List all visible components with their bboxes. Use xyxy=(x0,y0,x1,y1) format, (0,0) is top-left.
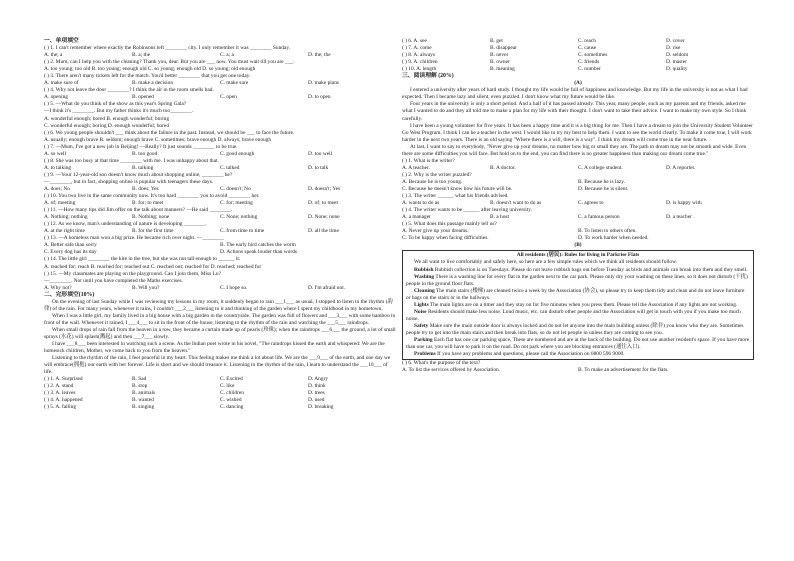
option-text: B. Sad xyxy=(132,376,147,383)
option-text: D. rise xyxy=(666,45,681,52)
option-text: C. A college student. xyxy=(578,164,623,171)
notice-rule-text: The main stairs (楼梯) are cleaned twice a week by the Association (协会), so please try to keep them tidy and clean and do not leave furniture or bags on the stairs or in the hallways. xyxy=(406,287,745,301)
options-row xyxy=(402,214,754,221)
option-text: B. meaning xyxy=(490,66,515,73)
right-column xyxy=(402,38,754,374)
option-text: B. get xyxy=(490,38,503,44)
option-text: D. Actions speak louder than words xyxy=(220,249,297,256)
option-text: D. all the time xyxy=(308,228,339,235)
option-text: A. at the right time xyxy=(44,228,85,235)
option-text: A. Better safe than sorry xyxy=(44,242,97,249)
question-line: ( ) 2. Mum, can I help you with the cleaning? Thank you, dear. But you are ___ now. You must wait till you are ___. xyxy=(44,59,295,66)
option-text: ( ) 6. A. see xyxy=(402,38,427,44)
notice-rule-heading: Parking xyxy=(414,336,433,343)
notice-paragraph xyxy=(406,274,750,288)
option-text: B. never xyxy=(490,52,509,59)
options-row xyxy=(44,249,396,256)
question-line: ( ) 1. I can't remember where exactly the Robinsons left ________ city. I only remember it was ________ Sunday. xyxy=(44,45,291,52)
option-text: A. does; No xyxy=(44,185,70,192)
left-column xyxy=(44,38,396,411)
notice-rule-heading: Cleaning xyxy=(414,287,435,294)
question-line: ( ) 15. —My classmates are playing on the playground. Can I join them, Miss Lu? xyxy=(44,270,221,277)
option-text: ( ) 8. A. always xyxy=(402,52,435,59)
option-text: ( ) 10. A. length xyxy=(402,66,437,73)
option-text: D. to open xyxy=(308,94,331,101)
option-text: B. To make an advertisement for the flats. xyxy=(578,367,669,374)
options-row xyxy=(44,214,396,221)
notice-rule-text: Rubbish collection is on Tuesdays. Please do not leave rubbish bags out before Tuesday as birds and animals can break into them and they smell. xyxy=(434,266,748,273)
option-text: ( ) 2. A. stand xyxy=(44,383,74,390)
option-text: B. talking xyxy=(132,164,154,171)
option-text: A. a manager xyxy=(402,214,431,221)
options-row xyxy=(402,200,754,207)
option-text: B. A doctor. xyxy=(490,164,516,171)
notice-paragraph xyxy=(406,259,750,266)
notice-title: All residents (居民): Rules for living in Parkrise Flats xyxy=(516,252,640,259)
question-line: ( ) 4. Why not leave the door ________? I think the air in the room smells bad. xyxy=(44,87,214,94)
question-line: ( ) 9. —Your 12-year-old son doesn't know much about shopping online, ________ he? xyxy=(44,171,233,178)
option-text: C. open xyxy=(220,94,237,101)
option-text: B. The early bird catches the worm xyxy=(220,242,296,249)
option-text: C. friends xyxy=(578,59,600,66)
options-row xyxy=(402,45,754,52)
section-heading: 二、完形填空(10%) xyxy=(44,291,95,298)
options-row xyxy=(44,151,396,158)
option-text: B. for; to meet xyxy=(132,200,164,207)
option-text: D. of; to meet xyxy=(308,200,338,207)
option-text: ( ) 9. A. children xyxy=(402,59,438,66)
passage-paragraph: When small drops of rain fall from the heaven in a row, they became a curtain made up of pearls (珍珠); when the raindrops ___6___ the ground, a lot of small sprays (水花) will splash(溅起) and then ___7___ slowly. xyxy=(44,326,396,340)
question-line: ( ) 5. —What do you think of the show as this year's Spring Gala? xyxy=(44,101,187,108)
notice-paragraph xyxy=(406,323,750,337)
options-row xyxy=(44,376,396,383)
option-text: A. Why not? xyxy=(44,284,72,291)
options-row xyxy=(44,242,396,249)
option-text: D. Because he is silent. xyxy=(578,185,629,192)
question-line: A. reached for; reach B. reached for; reached out C. reached out; reached for D. reached; reached for xyxy=(44,263,262,270)
options-row xyxy=(44,397,396,404)
question-line: ( ) 12. As we know, man's understanding of nature is developing ________. xyxy=(44,221,207,228)
question-line: ( ) 6. We young people shouldn't ___ think about the failure in the past. Instead, we should be ___ to face the future. xyxy=(44,129,295,136)
option-text: A. Nothing; nothing xyxy=(44,214,88,221)
question-line: —________, but in fact, shopping online is popular with teenagers these days. xyxy=(44,178,214,185)
options-row xyxy=(44,186,396,193)
option-text: D. Angry xyxy=(308,376,329,383)
question-line: ( ) 4. The writer wants to be ______ after leaving university. xyxy=(402,207,532,214)
option-text: D. used xyxy=(308,397,325,404)
option-text: D. None; none xyxy=(308,214,340,221)
option-text: D. is happy with xyxy=(666,200,702,207)
option-text: C. cause xyxy=(578,45,597,52)
option-text: B. does; Yes xyxy=(132,185,159,192)
question-line: A. wonderful enough; bored B. enough wonderful; boring xyxy=(44,115,170,122)
option-text: ( ) 1. A. Surprised xyxy=(44,376,83,383)
option-text: C. talked xyxy=(220,164,240,171)
notice-rule-heading: Rubbish xyxy=(414,266,434,273)
options-row xyxy=(402,165,754,172)
question-line: ( ) 14. The little girl ________ the kite in the tree, but she was not tall enough to ______ it. xyxy=(44,256,241,263)
option-text: ( ) 3. A. leaves xyxy=(44,390,76,397)
notice-rule-text: We all want to live comfortably and safely here, so here are a few simple rules which we think all residents should follow. xyxy=(414,259,677,266)
option-text: C. wished xyxy=(220,397,242,404)
notice-rule-heading: Problems xyxy=(414,351,436,358)
notice-rule-text: There is a washing line for every flat in the garden next to the car park. Please only dry your washing on these lines, so it does not disturb (干扰) people in the ground floor flats. xyxy=(406,273,748,287)
option-text: B. make a decision xyxy=(132,80,174,87)
question-line: ( ) 13. —A homeless man won a big prize. He became rich over night. —________ xyxy=(44,235,224,242)
option-text: D. A reporter. xyxy=(666,164,696,171)
question-line: ( ) 10. You two live in the same community now. It's too hard ________ you to avoid ________ her. xyxy=(44,193,260,200)
notice-paragraph xyxy=(406,337,750,351)
option-text: ( ) 5. A. falling xyxy=(44,404,77,411)
options-row xyxy=(44,165,396,172)
notice-paragraph xyxy=(406,302,750,309)
option-text: D. I'm afraid not. xyxy=(308,284,346,291)
passage-paragraph: Listening to the rhythm of the rain, I feel peaceful in my heart. This feeling makes me think a lot about life. We are the ___9___ of the earth, and one day we will embrace(拥抱) our earth with her forever. Life is short and we should treasure it. Listening to the rhythm of the rain, I learn to understand the ___10___ of life. xyxy=(44,355,391,376)
options-row xyxy=(44,383,396,390)
passage-paragraph: On the evening of last Sunday while I was reviewing my lessons in my room, it suddenly began to rain ___1___ as usual, I stopped to listen to the rhythm (韵律) of the rain. For many years, whenever it rains, I couldn't ___2___ listening to it and thinking of the garden where I spent my childhood in my hometown. xyxy=(44,298,393,312)
question-line: A. too young; too old B. too young; enough old C. so young; enough old D. so young; old enough xyxy=(44,66,256,73)
option-text: A. opening xyxy=(44,94,68,101)
option-text: A. to talking xyxy=(44,164,72,171)
option-text: C. Every dog has its day xyxy=(44,249,97,256)
notice-paragraph xyxy=(406,288,750,302)
option-text: C. like xyxy=(220,383,235,390)
options-row xyxy=(402,59,754,66)
passage-paragraph: I have ___8___ been interested in watching such a scene. As the Indian poet wrote in his novel, "The raindrops kissed the earth and whispered: We are the homesick children, Mother, we come back to you from the heaven." xyxy=(44,341,385,355)
option-text: D. doesn't; Yes xyxy=(308,185,341,192)
option-text: C. sometimes xyxy=(578,52,608,59)
option-text: B. Will you? xyxy=(132,284,160,291)
passage-paragraph: Four years in the university is only a short period. And a half of it has passed already. This year, many people, such as my parents and my friends, asked me what I wanted to do and they all told me to make a plan for my life with their thought. I don't want to take their advice. I want to make my own style. So I think carefully. xyxy=(402,101,747,122)
notice-paragraph xyxy=(406,351,750,358)
options-row xyxy=(402,66,754,73)
section-heading: 三、阅读理解 (20%) xyxy=(402,73,454,80)
passage-paragraph: I have been a young volunteer for five years. It has been a happy time and it is a big thing for me. Then I have a dream to join the University Student Volunteer Go West Program. I think I can be a teacher in the west. I would like to try my best to help them. I want to see the world clearly. To make it come true, I will work harder in the next two years. There is an old saying "Where there is a will, there is a way". I think my dream will come true in the near future. xyxy=(402,122,753,143)
option-text: A. To list the services offered by Association. xyxy=(402,367,501,374)
notice-rule-text: Residents should make less noise. Loud music, etc. can disturb other people and the Association will get in touch with you if you make too much noise. xyxy=(406,308,741,322)
notice-paragraph xyxy=(406,267,750,274)
option-text: B. singing xyxy=(132,404,155,411)
option-text: C. number xyxy=(578,66,601,73)
passage-paragraph: At last, I want to say to everybody, "Never give up your dreams, no matter how big or small they are. The path to dream may not be smooth and wide. Even there are some difficulties you will face. But hold on to the end, you can find there is no greater happiness than making our dream come true." xyxy=(402,143,747,157)
option-text: B. Nothing; none xyxy=(132,214,170,221)
options-row xyxy=(44,285,396,292)
passage-paragraph: I entered a university after years of hard study. I thought my life would be full of happiness and knowledge. But my life in the university is not as what I had expected. Then I became lazy and silent, even puzzled. I don't know what my future would be like. xyxy=(402,87,748,101)
question-line: —________. Not until you have completed the Maths exercises. xyxy=(44,277,183,284)
question-line: —I think it's ________. But my father thinks it's much too________. xyxy=(44,108,193,115)
question-line: A. usually; enough brave B. seldom; enough brave C. sometimes; brave enough D. always; brave enough xyxy=(44,136,272,143)
option-text: C. a; a xyxy=(220,52,234,59)
option-text: B. wanted xyxy=(132,397,154,404)
notice-rule-heading: Lights xyxy=(414,301,429,308)
option-text: D. a teacher xyxy=(666,214,692,221)
option-text: C. Excited xyxy=(220,376,243,383)
question-line: ( ) 8. She was too busy at that time ________ with me. I was unhappy about that. xyxy=(44,157,219,164)
options-row xyxy=(402,367,754,374)
option-text: C. dancing xyxy=(220,404,244,411)
notice-rule-heading: Noise xyxy=(414,308,427,315)
notice-rule-text: Make sure the main outside door is always locked and do not let anyone into the main building unless (除非) you know who they are. Sometimes people try to get into the main stairs and then break into flats, so do not let people in unless they are coming to see you. xyxy=(406,322,744,336)
option-text: C. agrees to xyxy=(578,200,604,207)
option-text: C. for; meeting xyxy=(220,200,253,207)
option-text: B. for the first time xyxy=(132,228,174,235)
option-text: B. Because he is lazy. xyxy=(578,178,625,185)
option-text: C. Because he doesn't know how his future will be. xyxy=(402,185,513,192)
options-row xyxy=(44,200,396,207)
options-row xyxy=(44,228,396,235)
section-heading: 一、单项填空 xyxy=(44,38,79,44)
options-row xyxy=(402,186,754,193)
option-text: B. disappear xyxy=(490,45,517,52)
question-line: ( ) 7. —Mum, I've got a new job in Beijing! —Really? It just sounds ________ to be true. xyxy=(44,143,238,150)
option-text: D. make plans xyxy=(308,80,339,87)
option-text: B. a host xyxy=(490,214,510,221)
option-text: A. of; meeting xyxy=(44,200,76,207)
question-line: ( ) 11. —How many tips did Jim offer on the talk about manners? —He said ________. xyxy=(44,207,233,214)
option-text: A. so well xyxy=(44,150,67,157)
question-line: ( ) 3. The writer ______ what his friends advised. xyxy=(402,193,509,200)
passage-label: (B) xyxy=(574,242,582,249)
notice-rule-text: Each flat has one car parking space. These are numbered and are at the back of the building. Do not use another resident's space. If you have more than one car, you will have to park it on the road. Do not park where you are blocking entrances (通往入口). xyxy=(406,336,750,351)
question-line: ( ) 3. There aren't many tickets left for the match. You'd better ________ that you get one today. xyxy=(44,73,251,80)
options-row xyxy=(44,390,396,397)
option-text: C. from time to time xyxy=(220,228,265,235)
option-text: C. I hope so. xyxy=(220,284,248,291)
question-line: ( ) 6. What's the purpose of the text? xyxy=(402,360,481,367)
options-row xyxy=(44,94,396,101)
option-text: ( ) 7. A. come xyxy=(402,45,432,52)
options-row xyxy=(402,38,754,45)
options-row xyxy=(402,179,754,186)
option-text: C. reach xyxy=(578,38,596,44)
notice-rule-text: If you have any problems and questions, please call the Association on 0800 596 9000. xyxy=(437,351,625,358)
option-text: C. None; nothing xyxy=(220,214,258,221)
option-text: A. make sure of xyxy=(44,80,79,87)
option-text: D. To work harder when needed. xyxy=(578,235,649,242)
option-text: C. a famous person xyxy=(578,214,620,221)
option-text: C. children xyxy=(220,390,244,397)
passage-paragraph: When I was a little girl, my family lived in a big house with a big garden in the countryside. The garden was full of flowers and ___3___ with some bamboo in front of the wall. Whenever it rained, I ___4___ to sit in the front of the house, listening to the rhythm of the rain and watching the ___5___ raindrops. xyxy=(44,312,396,326)
options-row xyxy=(44,404,396,411)
option-text: A. A teacher. xyxy=(402,164,430,171)
question-line: ( ) 2. Why is the writer puzzled? xyxy=(402,171,472,178)
option-text: D. seldom xyxy=(666,52,689,59)
options-row xyxy=(44,52,396,59)
option-text: D. too well xyxy=(308,150,333,157)
options-row xyxy=(44,80,396,87)
notice-rule-heading: Safety xyxy=(414,322,429,329)
option-text: B. doesn't want to do as xyxy=(490,200,542,207)
option-text: B. stop xyxy=(132,383,148,390)
option-text: D. cover xyxy=(666,38,685,44)
option-text: B. too good xyxy=(132,150,158,157)
option-text: D. breaking xyxy=(308,404,334,411)
option-text: A. the; a xyxy=(44,52,63,59)
option-text: C. good enough xyxy=(220,150,255,157)
option-text: B. owner xyxy=(490,59,510,66)
option-text: C. make sure xyxy=(220,80,249,87)
option-text: B. opened xyxy=(132,94,154,101)
option-text: D. trees xyxy=(308,390,325,397)
notice-rule-heading: Washing xyxy=(414,273,435,280)
option-text: D. to talk xyxy=(308,164,329,171)
notice-paragraph xyxy=(406,309,750,323)
option-text: D. the; the xyxy=(308,52,331,59)
option-text: B. a; the xyxy=(132,52,151,59)
option-text: ( ) 4. A. happened xyxy=(44,397,83,404)
option-text: D. master xyxy=(666,59,687,66)
question-line: ( ) 5. What does this passage mainly tell us? xyxy=(402,221,497,228)
rules-notice-box xyxy=(402,250,754,360)
option-text: B. To listen to others often. xyxy=(578,228,637,235)
question-line: ( ) 1. What is the writer? xyxy=(402,157,455,164)
option-text: A. Never give up your dreams. xyxy=(402,228,469,235)
option-text: D. quality xyxy=(666,66,688,73)
question-line: C. wonderful enough; boring D. enough wonderful; bored xyxy=(44,122,170,129)
option-text: C. To be happy when facing difficulties. xyxy=(402,235,489,242)
option-text: B. animals xyxy=(132,390,156,397)
option-text: A. wants to do as xyxy=(402,200,440,207)
option-text: D. think xyxy=(308,383,326,390)
option-text: A. Because he is too young. xyxy=(402,178,463,185)
option-text: C. doesn't; No xyxy=(220,185,251,192)
notice-rule-text: The main lights are on a timer and they stay on for five minutes when you press them. Please tell the Association if any lights are not working. xyxy=(429,301,738,308)
passage-label: (A) xyxy=(574,80,582,87)
